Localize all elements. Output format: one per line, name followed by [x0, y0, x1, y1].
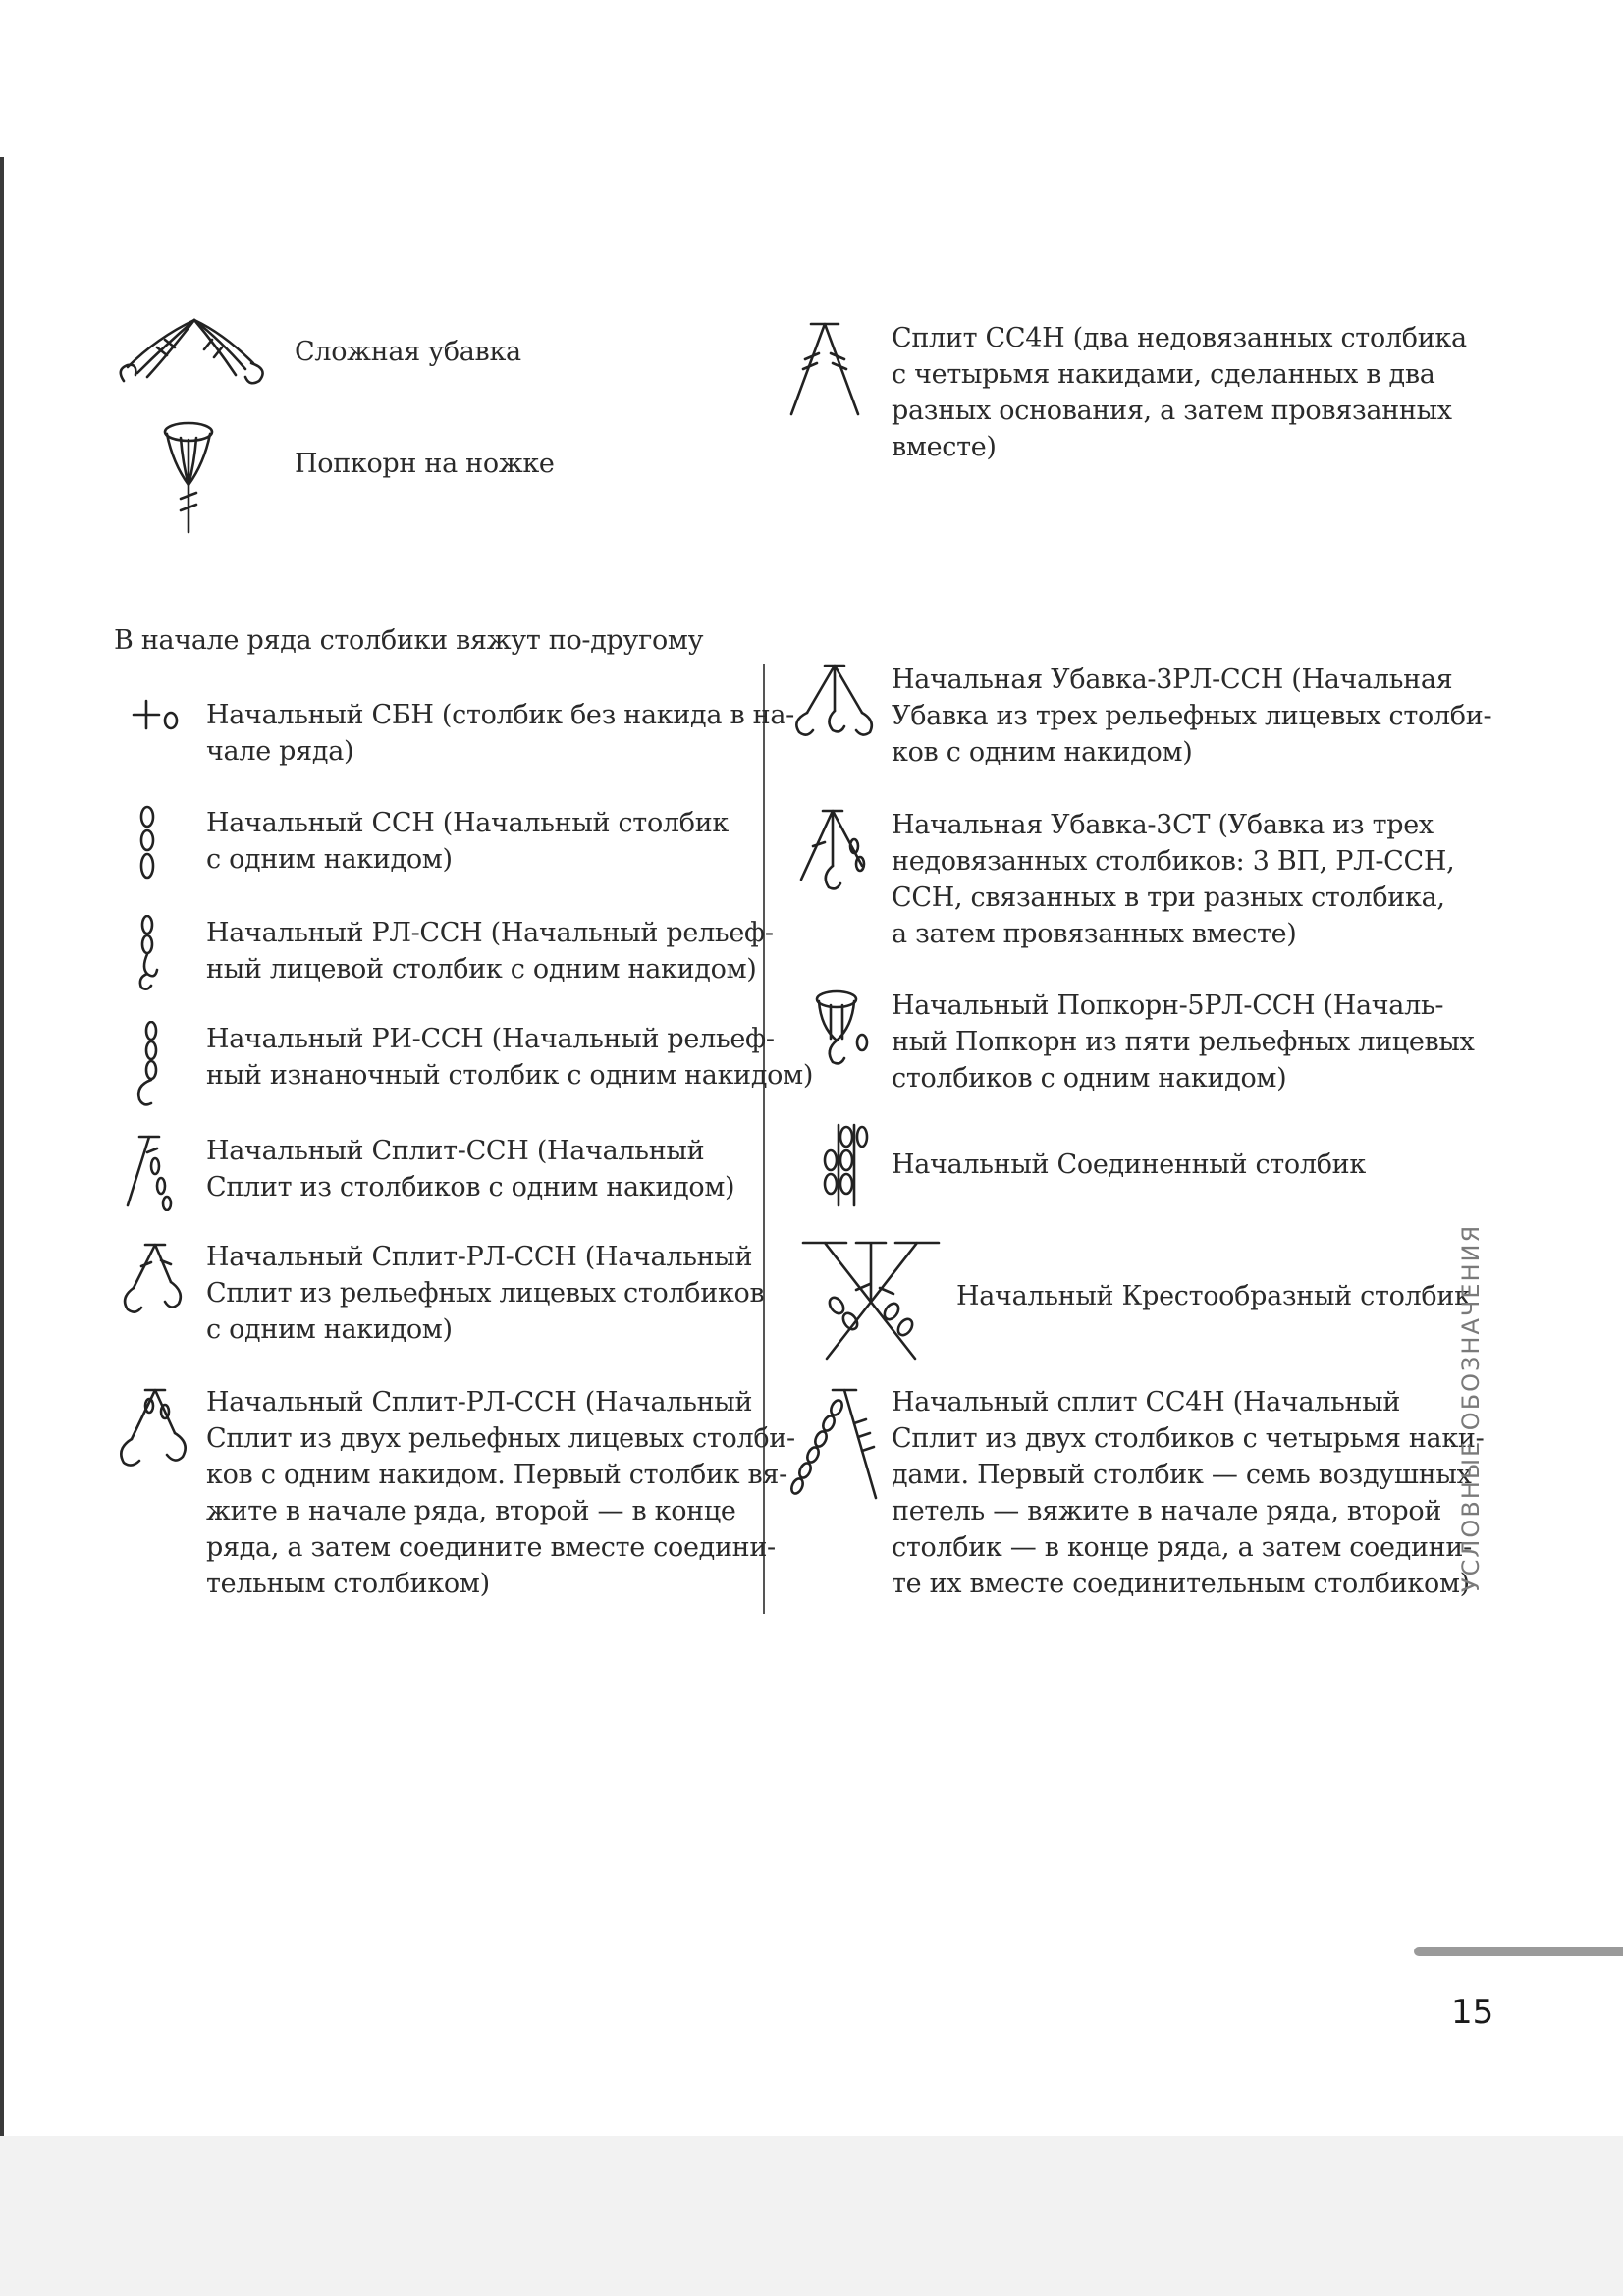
- starting-popcorn-icon: [805, 988, 892, 1076]
- entry-text: Начальный Сплит-РЛ-ССН (Начальный Сплит из двух рельефных лицевых столби- ков с одним накидом. Первый столбик вя- жите в начале ряда, второй — в конце ряда, а затем соедините вместе соедини- тельным столбиком): [206, 1387, 795, 1599]
- entry-text: Начальный РЛ-ССН (Начальный рельеф- ный лицевой столбик с одним накидом): [206, 918, 774, 985]
- entry-label: Начальный Крестообразный столбик: [956, 1281, 1471, 1311]
- entry-text: Начальный Сплит-РЛ-ССН (Начальный Сплит из рельефных лицевых столбиков с одним накидом): [206, 1242, 765, 1345]
- entry-starting-split-fpdc-2: [110, 1384, 795, 1602]
- entry-text: Начальная Убавка-3СТ (Убавка из трех недовязанных столбиков: 3 ВП, РЛ-ССН, ССН, связанных в три разных столбика, а затем провязанных вместе): [892, 810, 1455, 949]
- starting-sc-icon: [128, 697, 206, 736]
- entry-starting-dc: [128, 805, 729, 883]
- entry-text: Начальный РИ-ССН (Начальный рельеф- ный изнаночный столбик с одним накидом): [206, 1024, 814, 1091]
- entry-starting-joined-dc: [821, 1121, 1366, 1209]
- entry-text: Начальный СБН (столбик без накида в на- чале ряда): [206, 700, 794, 767]
- entry-starting-bpdc: [128, 1021, 813, 1109]
- entry-label: Сложная убавка: [295, 337, 521, 367]
- entry-label: Попкорн на ножке: [295, 449, 555, 479]
- starting-dc-icon: [128, 805, 206, 883]
- section-heading: В начале ряда столбики вяжут по-другому: [114, 625, 704, 656]
- starting-fpdc-icon: [128, 915, 206, 993]
- starting-split-dc-icon: [120, 1133, 206, 1211]
- side-section-title: УСЛОВНЫЕ ОБОЗНАЧЕНИЯ: [1457, 1223, 1485, 1592]
- starting-joined-dc-icon: [821, 1121, 892, 1209]
- entry-text: Начальный сплит СС4Н (Начальный Сплит из двух столбиков с четырьмя наки- дами. Первый столбик — семь воздушных петель — вяжите в начале ряда, второй столбик — в конце ряда, а затем соедини- те их вместе соединительным столбиком): [892, 1387, 1485, 1599]
- entry-starting-split-fpdc: [116, 1239, 764, 1348]
- starting-split-fpdc-2-icon: [110, 1384, 206, 1472]
- entry-starting-popcorn: [805, 988, 1475, 1096]
- entry-text: Начальный Попкорн-5РЛ-ССН (Началь- ный Попкорн из пяти рельефных лицевых столбиков с одним накидом): [892, 990, 1475, 1094]
- page-bottom-margin: [0, 2136, 1623, 2296]
- section-tab-bar: [1414, 1947, 1623, 1956]
- starting-3st-cluster-icon: [793, 807, 892, 895]
- split-treble-icon: [785, 320, 892, 418]
- complex-cluster-icon: [114, 312, 295, 391]
- entry-label: Начальный Соединенный столбик: [892, 1149, 1366, 1180]
- entry-starting-split-dc: [120, 1133, 734, 1211]
- page-edge-line: [0, 157, 4, 2136]
- entry-popcorn-on-stem: [114, 420, 555, 538]
- entry-starting-sc: [128, 697, 794, 770]
- starting-bpdc-icon: [128, 1021, 206, 1109]
- starting-3fpdc-cluster-icon: [785, 662, 892, 740]
- entry-starting-fpdc: [128, 915, 774, 993]
- entry-starting-3st-cluster: [793, 807, 1454, 952]
- entry-text: Начальный Сплит-ССН (Начальный Сплит из столбиков с одним накидом): [206, 1136, 735, 1202]
- popcorn-on-stem-icon: [114, 420, 295, 538]
- starting-split-tr-icon: [782, 1384, 892, 1502]
- entry-complex-cluster: [114, 312, 521, 391]
- page-number: 15: [1451, 1993, 1494, 2032]
- starting-crossed-dc-icon: [797, 1237, 956, 1364]
- entry-split-treble: [785, 320, 1467, 465]
- entry-text: Начальный ССН (Начальный столбик с одним накидом): [206, 808, 729, 875]
- entry-text: Сплит СС4Н (два недовязанных столбика с четырьмя накидами, сделанных в два разных основания, а затем провязанных вместе): [892, 323, 1467, 462]
- entry-starting-split-tr: [782, 1384, 1484, 1602]
- entry-text: Начальная Убавка-3РЛ-ССН (Начальная Убавка из трех рельефных лицевых столби- ков с одним накидом): [892, 665, 1492, 768]
- entry-starting-crossed-dc: [797, 1237, 1471, 1364]
- entry-starting-3fpdc-cluster: [785, 662, 1491, 771]
- starting-split-fpdc-icon: [116, 1239, 206, 1317]
